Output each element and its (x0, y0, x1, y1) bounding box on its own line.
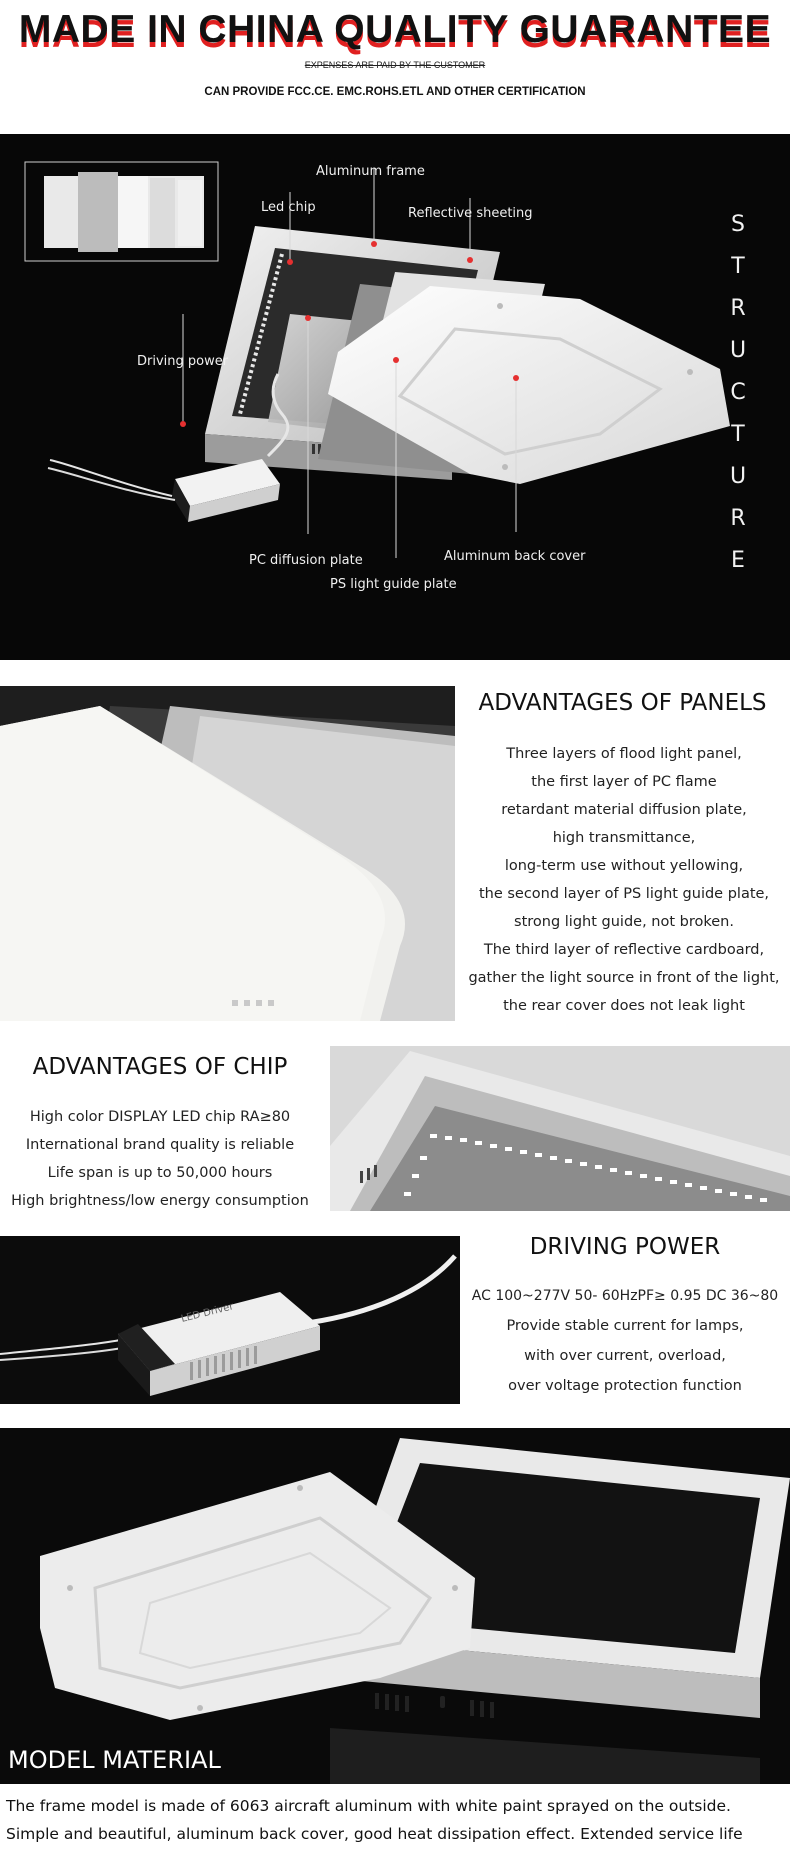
panels-line: The third layer of reflective cardboard, (483, 942, 765, 958)
panels-line: Three layers of flood light panel, (506, 746, 742, 762)
driver-photo (0, 1236, 460, 1404)
driving-line: with over current, overload, (524, 1348, 726, 1364)
panels-title: ADVANTAGES OF PANELS (478, 690, 767, 716)
label-reflective-sheeting: Reflective sheeting (408, 206, 533, 221)
chip-line: Life span is up to 50,000 hours (47, 1165, 273, 1181)
panels-line: high transmittance, (552, 830, 696, 846)
thumbnail-inset (25, 162, 218, 261)
structure-vertical-word (727, 204, 749, 582)
structure-letter: U (729, 464, 747, 489)
structure-letter: E (731, 548, 745, 573)
driver-label-text: LED Driver (180, 1301, 235, 1325)
panels-line: retardant material diffusion plate, (501, 802, 747, 818)
structure-letter: T (731, 254, 745, 279)
chip-line: High color DISPLAY LED chip RA≥80 (29, 1109, 291, 1125)
structure-letter: R (730, 506, 746, 531)
header-section (0, 0, 790, 134)
panels-line: the first layer of PC flame (531, 774, 717, 790)
panels-line: the rear cover does not leak light (503, 998, 745, 1014)
structure-letter: U (729, 338, 747, 363)
label-aluminum-frame: Aluminum frame (316, 164, 425, 179)
label-ps-light-guide-plate: PS light guide plate (330, 577, 457, 592)
model-photo (0, 1428, 790, 1784)
certification-text: CAN PROVIDE FCC.CE. EMC.ROHS.ETL AND OTHER CERTIFICATION (204, 86, 586, 98)
label-pc-diffusion-plate: PC diffusion plate (249, 553, 363, 568)
page-subtitle: EXPENSES ARE PAID BY THE CUSTOMER (304, 60, 486, 70)
driving-description (460, 1281, 790, 1401)
model-title: MODEL MATERIAL (8, 1746, 221, 1774)
structure-letter: T (731, 422, 745, 447)
chip-description (0, 1103, 320, 1215)
panels-line: strong light guide, not broken. (514, 914, 734, 930)
model-description (6, 1792, 790, 1848)
structure-section (0, 134, 790, 660)
structure-letter: R (730, 296, 746, 321)
panels-line: the second layer of PS light guide plate, (478, 886, 770, 902)
driving-line: over voltage protection function (508, 1378, 742, 1394)
panels-line: gather the light source in front of the light, (468, 970, 780, 986)
structure-letter: S (731, 212, 745, 237)
label-led-chip: Led chip (261, 200, 316, 215)
driving-line: AC 100~277V 50- 60HzPF≥ 0.95 DC 36~80 (471, 1288, 779, 1304)
panels-photo (0, 686, 455, 1021)
model-material-section (0, 1428, 790, 1784)
panels-description (458, 740, 790, 1020)
model-line: The frame model is made of 6063 aircraft aluminum with white paint sprayed on the outside. (6, 1797, 731, 1815)
chip-line: International brand quality is reliable (25, 1137, 295, 1153)
chip-photo (330, 1046, 790, 1211)
driving-title: DRIVING POWER (529, 1234, 721, 1260)
page-title: MADE IN CHINA QUALITY GUARANTEE (18, 8, 772, 51)
model-line: Simple and beautiful, aluminum back cover, good heat dissipation effect. Extended service life (6, 1825, 743, 1843)
structure-letter: C (730, 380, 746, 405)
driving-line: Provide stable current for lamps, (506, 1318, 744, 1334)
chip-line: High brightness/low energy consumption (11, 1193, 309, 1209)
panels-line: long-term use without yellowing, (504, 858, 744, 874)
label-aluminum-back-cover: Aluminum back cover (444, 549, 586, 564)
chip-title: ADVANTAGES OF CHIP (32, 1054, 288, 1080)
label-driving-power: Driving power (137, 354, 229, 369)
